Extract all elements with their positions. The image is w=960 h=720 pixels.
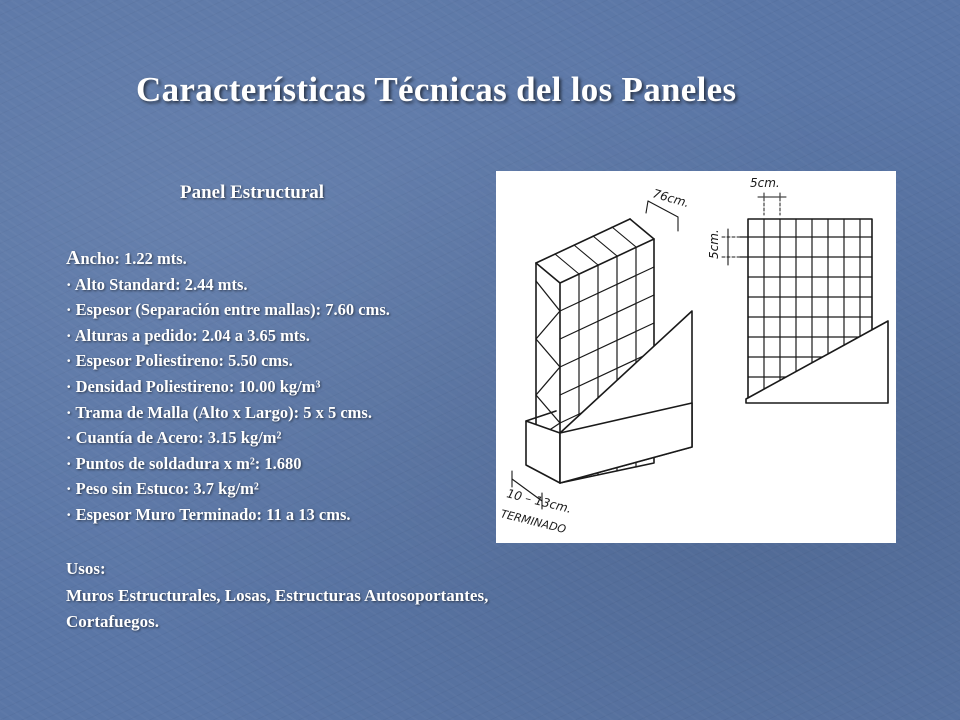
slide-subtitle: Panel Estructural — [180, 182, 325, 203]
usos-text-line: Cortafuegos. — [66, 612, 160, 631]
spec-item: · Trama de Malla (Alto x Largo): 5 x 5 cms. — [66, 402, 372, 422]
spec-item: · Espesor Muro Terminado: 11 a 13 cms. — [66, 504, 351, 524]
spec-item: · Espesor Poliestireno: 5.50 cms. — [66, 351, 293, 371]
spec-item: · Espesor (Separación entre mallas): 7.60 cms. — [66, 300, 390, 320]
label-bottom-1: 10 – 13cm. — [505, 486, 573, 516]
spec-item: · Alturas a pedido: 2.04 a 3.65 mts. — [66, 325, 310, 345]
spec-item: · Alto Standard: 2.44 mts. — [66, 274, 248, 294]
label-depth: 76cm. — [651, 186, 691, 211]
panel-diagram — [496, 171, 896, 543]
usos-heading: Usos: — [66, 559, 106, 578]
spec-item: · Puntos de soldadura x m²: 1.680 — [66, 453, 302, 473]
slide-title: Características Técnicas del los Paneles — [136, 70, 737, 109]
label-side: 5cm. — [707, 229, 721, 259]
spec-item: · Peso sin Estuco: 3.7 kg/m² — [66, 479, 259, 499]
usos-section — [66, 556, 686, 636]
label-top: 5cm. — [750, 176, 780, 190]
spec-item: · Cuantía de Acero: 3.15 kg/m² — [66, 428, 282, 448]
panel-front-drawing — [722, 193, 888, 403]
spec-item: · Densidad Poliestireno: 10.00 kg/m³ — [66, 376, 321, 396]
usos-text-line: Muros Estructurales, Losas, Estructuras Autosoportantes, — [66, 585, 489, 605]
spec-list — [66, 246, 506, 528]
spec-item: Ancho: 1.22 mts. — [66, 247, 187, 269]
panel-3d-drawing — [512, 201, 692, 509]
label-bottom-2: TERMINADO — [499, 507, 568, 537]
panel-drawing — [496, 171, 896, 543]
